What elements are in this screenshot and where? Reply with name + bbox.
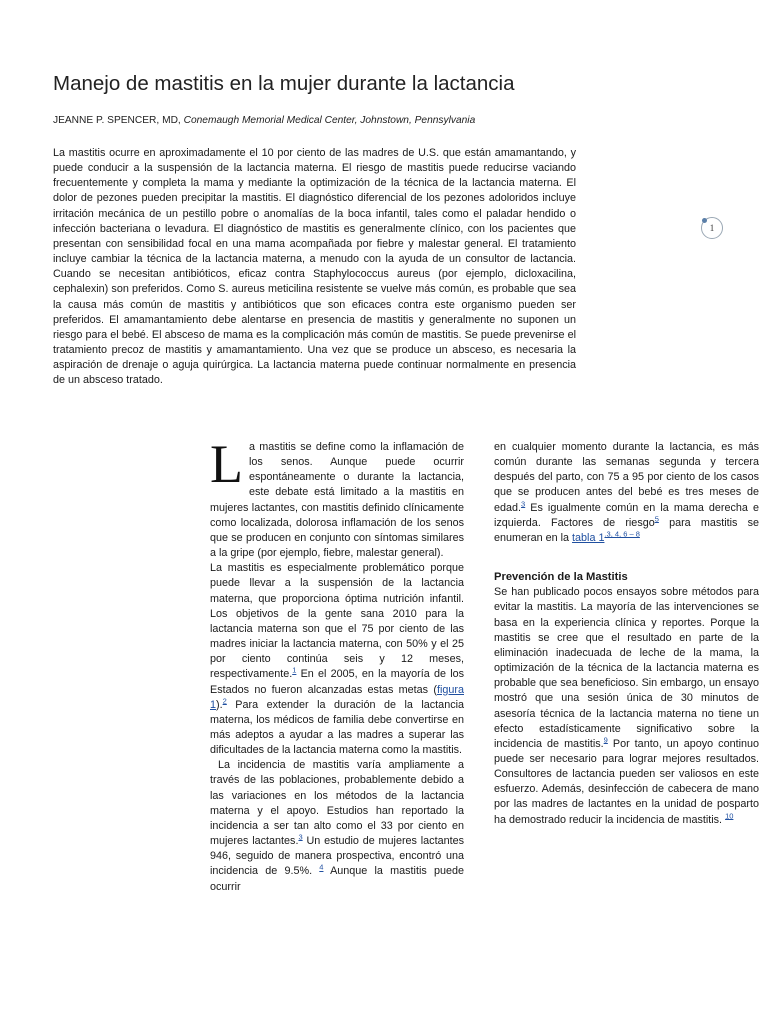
comment-dot-icon: [702, 218, 707, 223]
reference-link-4[interactable]: 4: [319, 862, 324, 872]
text-run: Aunque la mastitis puede ocurrir: [210, 865, 464, 893]
author-affiliation: Conemaugh Memorial Medical Center, Johnstown, Pennsylvania: [183, 115, 476, 126]
article-title: Manejo de mastitis en la mujer durante la lactancia: [53, 72, 515, 95]
abstract: La mastitis ocurre en aproximadamente el 10 por ciento de las madres de U.S. que están amamantando, y puede conducir a la suspensión de la lactancia materna. El riesgo de mastitis puede reducirse vaciando frecuentemente y completa la mama y mediante la optimización de la técnica de la lactancia materna. El dolor de pezones pueden precipitar la mastitis. El diagnóstico diferencial de los pezones adoloridos incluye irritación mecánica de un pestillo pobre o anomalías de la boca infantil, tales como el paladar hendido o infección bacteriana o levadura. El diagnóstico de mastitis es generalmente clínico, con los pacientes que presentan con sensibilidad focal en una mama acompañada por fiebre y malestar general. El tratamiento incluye cambiar la técnica de la lactancia materna, a menudo con la ayuda de un consultor de lactancia. Cuando se necesitan antibióticos, eficaz contra Staphylococcus aureus (por ejemplo, dicloxacilina, cephalexin) son preferidos. Como S. aureus meticilina resistente se vuelve más común, es probable que sea la causa más común de mastitis y antibióticos que son eficaces contra este organismo pueden ser preferidos. El amamantamiento debe alentarse en presencia de mastitis y generalmente no suponen un riesgo para el bebé. El absceso de mama es la complicación más común de mastitis. Se puede prevenirse el tratamiento precoz de mastitis y amamantamiento. Una vez que se produce un absceso, es necesaria la aspiración de drenaje o aguja quirúrgica. La lactancia materna puede continuar normalmente en presencia de un absceso tratado.: [53, 147, 576, 387]
column-left: [210, 434, 464, 895]
reference-link-10[interactable]: 10: [725, 811, 734, 820]
text-run: en cualquier momento durante la lactancia, es más común durante las semanas segunda y tercera después del parto, con 75 a 95 por ciento de los casos que se producen antes del bebé es tres meses de edad.: [494, 441, 759, 514]
reference-links-group[interactable]: .3, 4, 6 – 8: [604, 529, 640, 539]
reference-link-1[interactable]: 1: [292, 665, 297, 675]
text-run: ).: [216, 698, 223, 711]
paragraph-prevention: [494, 585, 759, 828]
text-run: Un estudio de mujeres lactantes 946, seguido de manera prospectiva, encontró una incidencia de 9.5%.: [210, 835, 464, 878]
table-1-link[interactable]: tabla 1: [572, 531, 605, 544]
page-number: 1: [701, 217, 723, 239]
reference-link-2[interactable]: 2: [222, 696, 227, 706]
paragraph-definition: a mastitis se define como la inflamación de los senos. Aunque puede ocurrir espontáneamente o durante la lactancia, este debate está limitado a la mastitis en mujeres lactantes, con mastitis definido clínicamente como localizada, dolorosa inflamación de los senos que se producen en conjunto con síntomas similares a la gripe (por ejemplo, fiebre, malestar general).: [210, 441, 464, 560]
reference-link-3[interactable]: 3: [521, 499, 526, 509]
page-marker[interactable]: [701, 217, 723, 239]
reference-link-9[interactable]: 9: [603, 735, 608, 745]
paragraph-timing: [494, 440, 759, 546]
text-run: Para extender la duración de la lactancia materna, los médicos de familia debe convertirse en más adeptos a ayudar a las madres a superar las dificultades de la lactancia materna como la mastitis.: [210, 698, 464, 757]
paragraph-incidence: [210, 758, 464, 894]
figure-1-link[interactable]: figura 1: [210, 683, 464, 711]
author-name: JEANNE P. SPENCER, MD,: [53, 115, 181, 126]
reference-link-5[interactable]: 5: [654, 514, 659, 524]
text-run: La incidencia de mastitis varía ampliamente a través de las poblaciones, probablemente debido a las variaciones en los métodos de la lactancia materna y el apoyo. Estudios han reportado la incidencia a ser tan alto como el 33 por ciento en mujeres lactantes.: [210, 759, 464, 848]
drop-cap: L: [210, 434, 243, 494]
column-right: [494, 440, 759, 828]
text-run: En el 2005, en la mayoría de los Estados no fueron alcanzadas estas metas (: [210, 668, 464, 696]
author-byline: [53, 115, 475, 126]
text-run: Se han publicado pocos ensayos sobre métodos para evitar la mastitis. La mayoría de las intervenciones se basa en la experiencia clínica y reportes. Porque la mastitis se cree que el resultado en parte de la eliminación inadecuada de leche de la mama, la optimización de la técnica de la lactancia materna es probable que sea beneficioso. Sin embargo, un ensayo mostró que una sesión única de 30 minutos de asesoría técnica de la lactancia materna no tiene un efecto estadísticamente significativo sobre la incidencia de mastitis.: [494, 586, 759, 750]
reference-link-3[interactable]: 3: [298, 832, 303, 842]
text-run: para mastitis se enumeran en la: [494, 516, 760, 544]
section-heading-prevention: Prevención de la Mastitis: [494, 571, 628, 584]
text-run: La mastitis es especialmente problemático porque puede llevar a la suspensión de la lactancia materna, que proporciona óptima nutrición infantil. Los objetivos de la gente sana 2010 para la lactancia materna son que el 75 por ciento de las madres iniciar la lactancia materna, con 50% y el 25 por ciento continúa seis y 12 meses, respectivamente.: [210, 562, 464, 681]
paragraph-breastfeeding-goals: [210, 561, 464, 758]
text-run: Es igualmente común en la mama derecha e izquierda. Factores de riesgo: [494, 501, 759, 529]
text-run: Por tanto, un apoyo continuo puede ser necesario para lograr mejores resultados. Consultores de lactancia pueden ser valiosos en este esfuerzo. Además, desinfección de cabecera de mano por las madres de lactantes en la unidad de posparto ha demostrado reducir la incidencia de mastitis.: [494, 737, 760, 826]
